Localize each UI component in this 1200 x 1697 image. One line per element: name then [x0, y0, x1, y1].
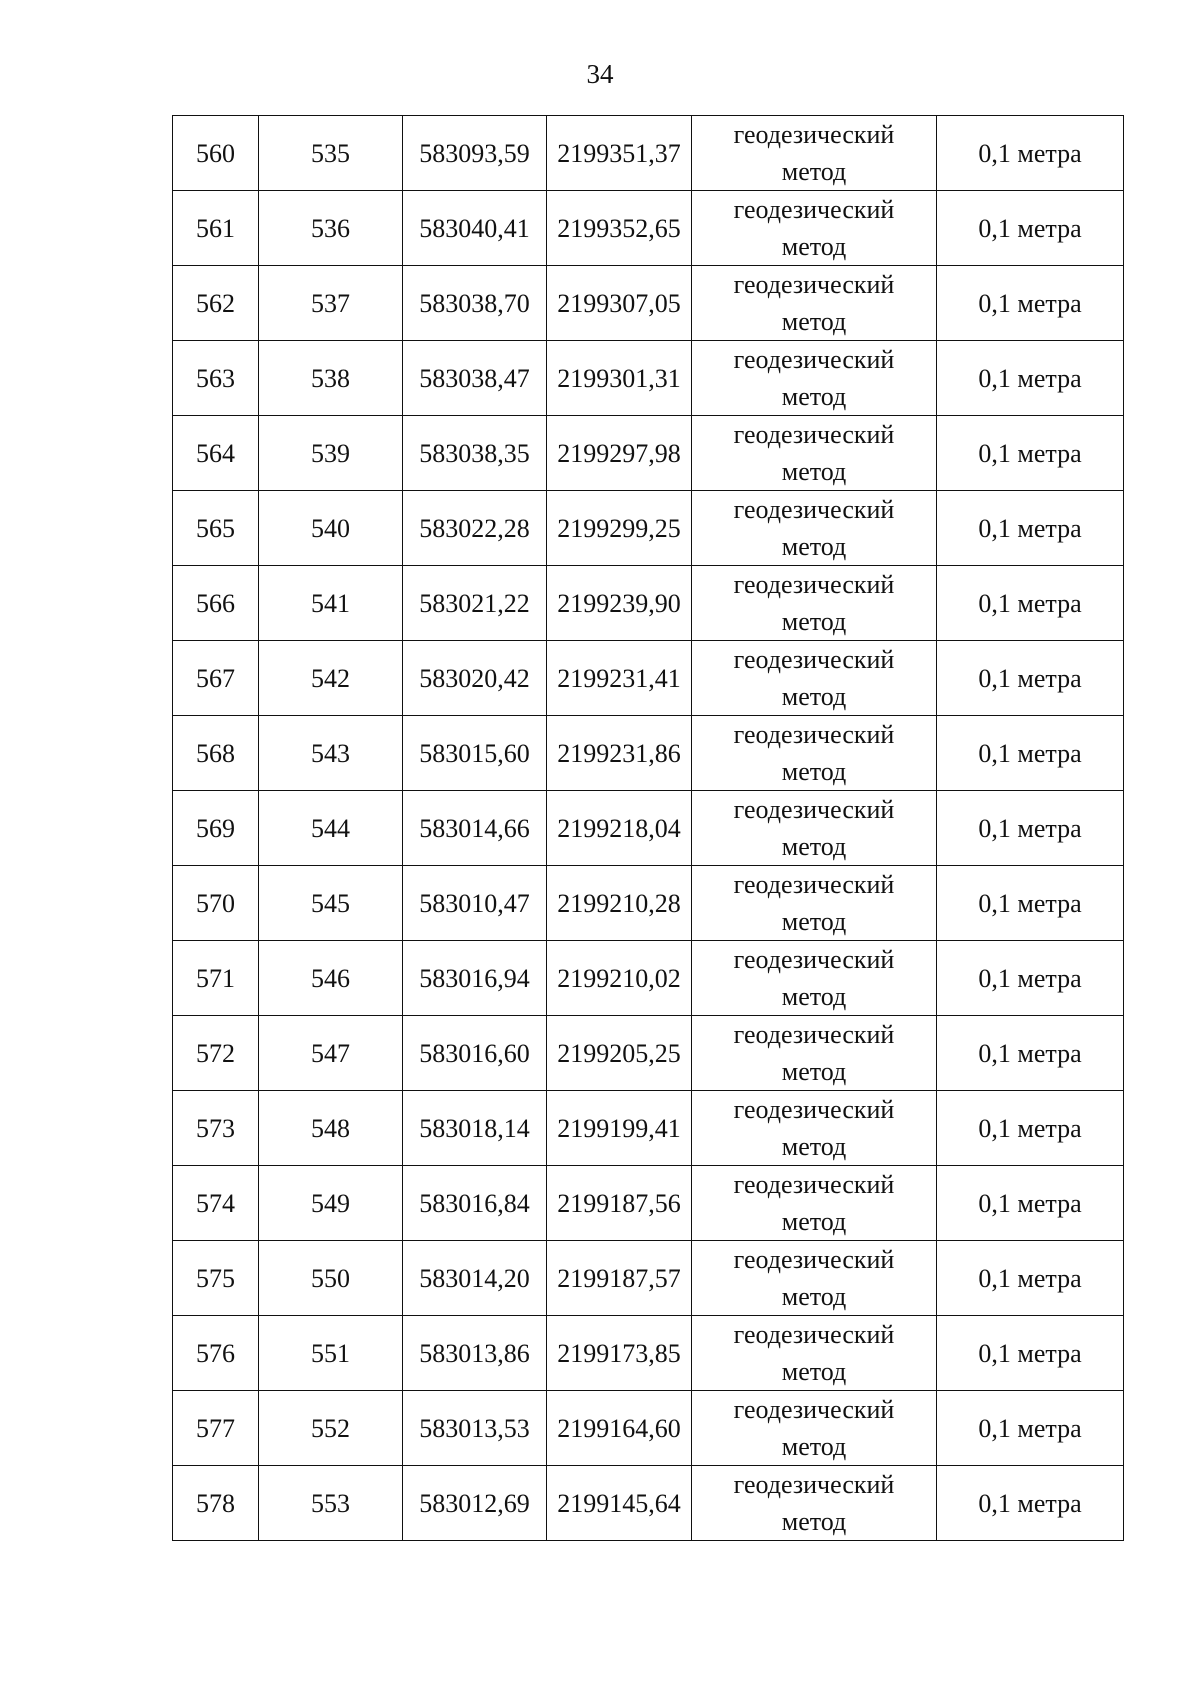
cell-accuracy: 0,1 метра: [937, 341, 1124, 416]
table-row: [173, 1391, 1124, 1466]
cell-index: 542: [259, 641, 403, 716]
method-line-2: метод: [781, 1207, 847, 1236]
table-row: [173, 191, 1124, 266]
method-line-1: геодезический: [733, 870, 895, 899]
table-row: [173, 1241, 1124, 1316]
cell-point-number: 572: [173, 1016, 259, 1091]
cell-method: [692, 491, 937, 566]
method-line-1: геодезический: [733, 495, 895, 524]
cell-point-number: 576: [173, 1316, 259, 1391]
method-line-1: геодезический: [733, 795, 895, 824]
cell-point-number: 566: [173, 566, 259, 641]
cell-x-coordinate: 583038,47: [403, 341, 547, 416]
cell-index: 545: [259, 866, 403, 941]
method-line-2: метод: [781, 1432, 847, 1461]
cell-y-coordinate: 2199210,28: [547, 866, 692, 941]
cell-accuracy: 0,1 метра: [937, 1241, 1124, 1316]
table-row: [173, 641, 1124, 716]
cell-y-coordinate: 2199297,98: [547, 416, 692, 491]
cell-x-coordinate: 583038,35: [403, 416, 547, 491]
cell-method: [692, 1241, 937, 1316]
cell-index: 541: [259, 566, 403, 641]
cell-method: [692, 1391, 937, 1466]
cell-point-number: 578: [173, 1466, 259, 1541]
cell-point-number: 562: [173, 266, 259, 341]
method-line-1: геодезический: [733, 420, 895, 449]
cell-accuracy: 0,1 метра: [937, 416, 1124, 491]
method-line-1: геодезический: [733, 120, 895, 149]
table-row: [173, 1091, 1124, 1166]
cell-method: [692, 1016, 937, 1091]
cell-index: 548: [259, 1091, 403, 1166]
cell-index: 544: [259, 791, 403, 866]
cell-accuracy: 0,1 метра: [937, 1166, 1124, 1241]
table-row: [173, 341, 1124, 416]
cell-x-coordinate: 583018,14: [403, 1091, 547, 1166]
cell-accuracy: 0,1 метра: [937, 791, 1124, 866]
cell-point-number: 560: [173, 116, 259, 191]
cell-accuracy: 0,1 метра: [937, 866, 1124, 941]
method-line-2: метод: [781, 682, 847, 711]
cell-accuracy: 0,1 метра: [937, 1316, 1124, 1391]
cell-index: 553: [259, 1466, 403, 1541]
method-line-1: геодезический: [733, 270, 895, 299]
cell-index: 552: [259, 1391, 403, 1466]
cell-y-coordinate: 2199231,41: [547, 641, 692, 716]
cell-point-number: 571: [173, 941, 259, 1016]
cell-x-coordinate: 583040,41: [403, 191, 547, 266]
method-line-2: метод: [781, 1057, 847, 1086]
cell-y-coordinate: 2199173,85: [547, 1316, 692, 1391]
method-line-1: геодезический: [733, 195, 895, 224]
method-line-1: геодезический: [733, 645, 895, 674]
cell-y-coordinate: 2199164,60: [547, 1391, 692, 1466]
cell-y-coordinate: 2199145,64: [547, 1466, 692, 1541]
cell-y-coordinate: 2199218,04: [547, 791, 692, 866]
method-line-2: метод: [781, 382, 847, 411]
cell-method: [692, 641, 937, 716]
method-line-1: геодезический: [733, 1470, 895, 1499]
table-row: [173, 416, 1124, 491]
table-row: [173, 116, 1124, 191]
table-row: [173, 941, 1124, 1016]
table-row: [173, 491, 1124, 566]
cell-y-coordinate: 2199351,37: [547, 116, 692, 191]
cell-index: 547: [259, 1016, 403, 1091]
method-line-2: метод: [781, 1132, 847, 1161]
cell-method: [692, 1316, 937, 1391]
cell-method: [692, 716, 937, 791]
method-line-2: метод: [781, 1507, 847, 1536]
cell-x-coordinate: 583038,70: [403, 266, 547, 341]
method-line-2: метод: [781, 307, 847, 336]
cell-accuracy: 0,1 метра: [937, 491, 1124, 566]
cell-x-coordinate: 583014,20: [403, 1241, 547, 1316]
cell-y-coordinate: 2199301,31: [547, 341, 692, 416]
table-row: [173, 1316, 1124, 1391]
cell-point-number: 568: [173, 716, 259, 791]
method-line-2: метод: [781, 832, 847, 861]
cell-x-coordinate: 583021,22: [403, 566, 547, 641]
page-number: 34: [586, 59, 614, 89]
cell-accuracy: 0,1 метра: [937, 266, 1124, 341]
cell-accuracy: 0,1 метра: [937, 1016, 1124, 1091]
cell-method: [692, 266, 937, 341]
cell-method: [692, 1466, 937, 1541]
cell-accuracy: 0,1 метра: [937, 566, 1124, 641]
method-line-1: геодезический: [733, 1095, 895, 1124]
cell-method: [692, 866, 937, 941]
cell-x-coordinate: 583013,86: [403, 1316, 547, 1391]
method-line-1: геодезический: [733, 1320, 895, 1349]
coordinates-table: [172, 115, 1124, 1541]
method-line-1: геодезический: [733, 1020, 895, 1049]
cell-y-coordinate: 2199307,05: [547, 266, 692, 341]
cell-y-coordinate: 2199239,90: [547, 566, 692, 641]
cell-y-coordinate: 2199231,86: [547, 716, 692, 791]
cell-index: 536: [259, 191, 403, 266]
method-line-2: метод: [781, 1282, 847, 1311]
cell-x-coordinate: 583013,53: [403, 1391, 547, 1466]
method-line-1: геодезический: [733, 1395, 895, 1424]
cell-method: [692, 1091, 937, 1166]
cell-index: 538: [259, 341, 403, 416]
cell-x-coordinate: 583012,69: [403, 1466, 547, 1541]
cell-point-number: 574: [173, 1166, 259, 1241]
cell-x-coordinate: 583016,60: [403, 1016, 547, 1091]
table-row: [173, 866, 1124, 941]
cell-x-coordinate: 583020,42: [403, 641, 547, 716]
method-line-1: геодезический: [733, 1170, 895, 1199]
cell-method: [692, 1166, 937, 1241]
method-line-2: метод: [781, 1357, 847, 1386]
cell-method: [692, 566, 937, 641]
cell-method: [692, 191, 937, 266]
cell-index: 551: [259, 1316, 403, 1391]
cell-point-number: 570: [173, 866, 259, 941]
cell-index: 546: [259, 941, 403, 1016]
cell-method: [692, 941, 937, 1016]
method-line-2: метод: [781, 232, 847, 261]
table-row: [173, 1166, 1124, 1241]
method-line-1: геодезический: [733, 570, 895, 599]
cell-y-coordinate: 2199210,02: [547, 941, 692, 1016]
cell-point-number: 569: [173, 791, 259, 866]
method-line-2: метод: [781, 907, 847, 936]
table-row: [173, 716, 1124, 791]
cell-index: 550: [259, 1241, 403, 1316]
table-row: [173, 1016, 1124, 1091]
table-body: [173, 116, 1124, 1541]
method-line-1: геодезический: [733, 945, 895, 974]
cell-x-coordinate: 583022,28: [403, 491, 547, 566]
method-line-1: геодезический: [733, 720, 895, 749]
method-line-1: геодезический: [733, 345, 895, 374]
cell-x-coordinate: 583093,59: [403, 116, 547, 191]
cell-accuracy: 0,1 метра: [937, 191, 1124, 266]
table-row: [173, 791, 1124, 866]
cell-accuracy: 0,1 метра: [937, 941, 1124, 1016]
method-line-2: метод: [781, 157, 847, 186]
cell-point-number: 561: [173, 191, 259, 266]
cell-y-coordinate: 2199187,56: [547, 1166, 692, 1241]
cell-point-number: 577: [173, 1391, 259, 1466]
method-line-2: метод: [781, 532, 847, 561]
cell-method: [692, 416, 937, 491]
cell-accuracy: 0,1 метра: [937, 1391, 1124, 1466]
table-row: [173, 1466, 1124, 1541]
cell-index: 549: [259, 1166, 403, 1241]
cell-y-coordinate: 2199352,65: [547, 191, 692, 266]
cell-x-coordinate: 583010,47: [403, 866, 547, 941]
method-line-2: метод: [781, 982, 847, 1011]
cell-accuracy: 0,1 метра: [937, 1466, 1124, 1541]
table-row: [173, 266, 1124, 341]
cell-index: 539: [259, 416, 403, 491]
cell-accuracy: 0,1 метра: [937, 1091, 1124, 1166]
method-line-2: метод: [781, 457, 847, 486]
cell-point-number: 573: [173, 1091, 259, 1166]
cell-accuracy: 0,1 метра: [937, 641, 1124, 716]
table-row: [173, 566, 1124, 641]
cell-x-coordinate: 583016,94: [403, 941, 547, 1016]
cell-x-coordinate: 583014,66: [403, 791, 547, 866]
cell-x-coordinate: 583016,84: [403, 1166, 547, 1241]
method-line-2: метод: [781, 757, 847, 786]
cell-x-coordinate: 583015,60: [403, 716, 547, 791]
method-line-1: геодезический: [733, 1245, 895, 1274]
method-line-2: метод: [781, 607, 847, 636]
cell-method: [692, 791, 937, 866]
cell-index: 537: [259, 266, 403, 341]
cell-index: 535: [259, 116, 403, 191]
cell-point-number: 563: [173, 341, 259, 416]
cell-y-coordinate: 2199205,25: [547, 1016, 692, 1091]
cell-method: [692, 116, 937, 191]
cell-y-coordinate: 2199299,25: [547, 491, 692, 566]
cell-point-number: 565: [173, 491, 259, 566]
cell-index: 540: [259, 491, 403, 566]
cell-point-number: 564: [173, 416, 259, 491]
cell-y-coordinate: 2199187,57: [547, 1241, 692, 1316]
cell-point-number: 567: [173, 641, 259, 716]
cell-method: [692, 341, 937, 416]
cell-index: 543: [259, 716, 403, 791]
cell-accuracy: 0,1 метра: [937, 116, 1124, 191]
cell-point-number: 575: [173, 1241, 259, 1316]
cell-y-coordinate: 2199199,41: [547, 1091, 692, 1166]
cell-accuracy: 0,1 метра: [937, 716, 1124, 791]
